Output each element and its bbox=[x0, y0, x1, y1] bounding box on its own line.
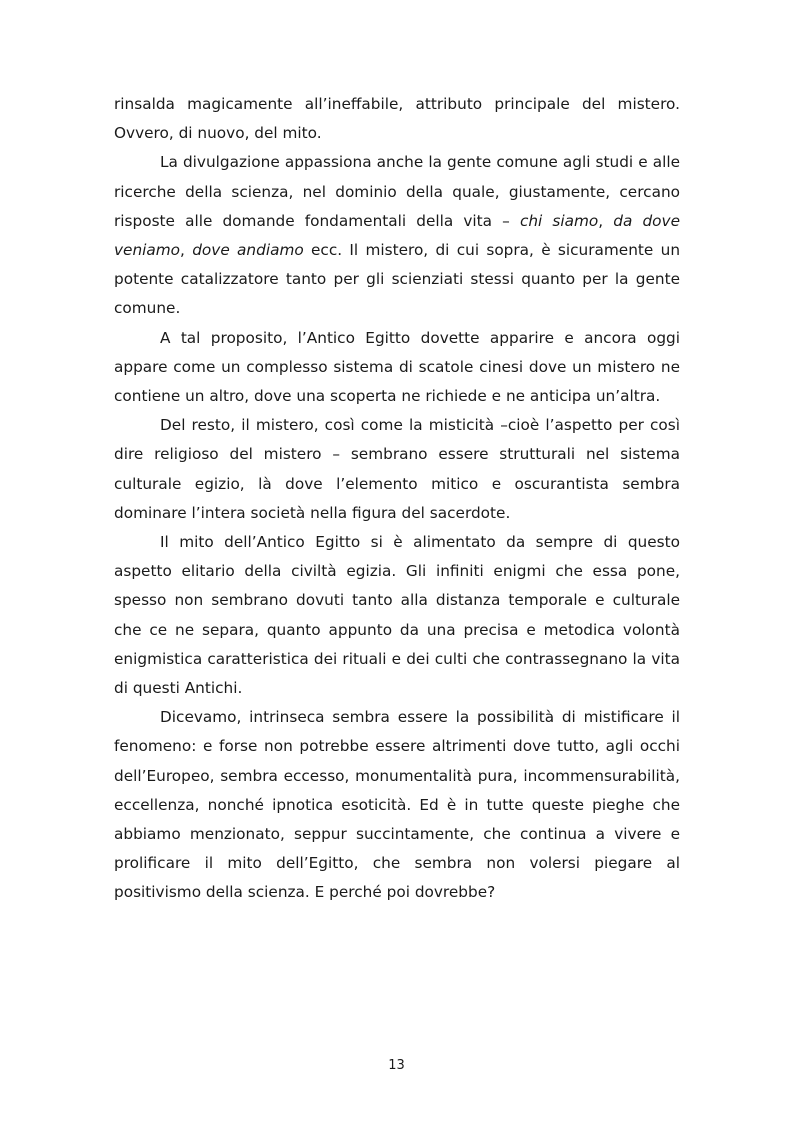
page-number: 13 bbox=[388, 1058, 405, 1073]
paragraph-5: Il mito dell’Antico Egitto si è alimentato da sempre di questo aspetto elitario della civiltà egizia. Gli infiniti enigmi che essa pone, spesso non sembrano dovuti tanto alla distanza temporale e culturale che ce ne separa, quanto appunto da una precisa e metodica volontà enigmistica caratteristica dei rituali e dei culti che contrassegnano la vita di questi Antichi. bbox=[114, 533, 680, 698]
body-text bbox=[114, 90, 680, 908]
paragraph-4: Del resto, il mistero, così come la misticità –cioè l’aspetto per così dire religioso del mistero – sembrano essere strutturali nel sistema culturale egizio, là dove l’elemento mitico e oscurantista sembra dominare l’intera società nella figura del sacerdote. bbox=[114, 416, 680, 522]
italic-chi-siamo: chi siamo bbox=[519, 211, 599, 230]
italic-dove-andiamo: dove andiamo bbox=[192, 241, 304, 260]
paragraph-2-part-1: La divulgazione appassiona anche la gente comune agli studi e alle ricerche della scienza, nel dominio della quale, giustamente, cercano risposte alle domande fondamentali della vita – bbox=[114, 153, 680, 230]
paragraph-6: Dicevamo, intrinseca sembra essere la possibilità di mistificare il fenomeno: e forse non potrebbe essere altrimenti dove tutto, agli occhi dell’Europeo, sembra eccesso, monumentalità pura, incommensurabilità, eccellenza, nonché ipnotica esoticità. Ed è in tutte queste pieghe che abbiamo menzionato, seppur succintamente, che continua a vivere e prolificare il mito dell’Egitto, che sembra non volersi piegare al positivismo della scienza. E perché poi dovrebbe? bbox=[114, 708, 680, 902]
paragraph-2 bbox=[114, 148, 680, 323]
paragraph-1: rinsalda magicamente all’ineffabile, attributo principale del mistero. Ovvero, di nuovo, del mito. bbox=[114, 95, 680, 143]
paragraph-2-part-2: ecc. Il mistero, di cui sopra, è sicuramente un potente catalizzatore tanto per gli scienziati stessi quanto per la gente comune. bbox=[114, 241, 681, 318]
paragraph-3: A tal proposito, l’Antico Egitto dovette apparire e ancora oggi appare come un complesso sistema di scatole cinesi dove un mistero ne contiene un altro, dove una scoperta ne richiede e ne anticipa un’altra. bbox=[114, 328, 680, 406]
separator-1: , bbox=[598, 211, 614, 230]
separator-2: , bbox=[180, 241, 193, 260]
italic-da-dove-veniamo: da dove veniamo bbox=[114, 211, 680, 260]
